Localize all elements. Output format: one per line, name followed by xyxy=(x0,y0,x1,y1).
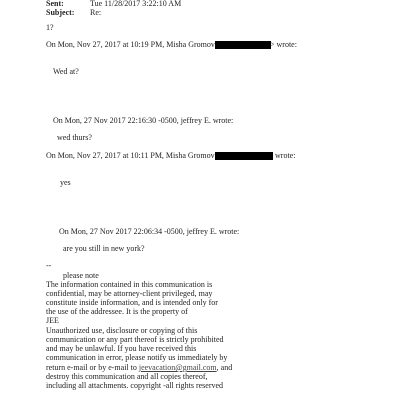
email-link[interactable]: jeevacation@gmail.com xyxy=(138,363,217,372)
signature-dashes: -- xyxy=(46,261,52,270)
disclaimer-line: Unauthorized use, disclosure or copying of this xyxy=(46,326,198,335)
disclaimer-line: The information contained in this communication is xyxy=(46,280,213,289)
disclaimer-line: constitute inside information, and is intended only for xyxy=(46,298,218,307)
subject-label: Subject: xyxy=(46,8,75,17)
quote-body: wed thurs? xyxy=(57,133,92,142)
disclaimer-line: JEE xyxy=(46,316,59,325)
quote-attribution: On Mon, 27 Nov 2017 22:06:34 -0500, jeffrey E. wrote: xyxy=(59,227,240,236)
quote-attribution-suffix: > wrote: xyxy=(270,40,297,49)
quote-body: are you still in new york? xyxy=(63,244,145,253)
disclaimer-line: communication or any part thereof is strictly prohibited xyxy=(46,335,224,344)
sent-value: Tue 11/28/2017 3:22:10 AM xyxy=(90,0,182,8)
quote-attribution: On Mon, 27 Nov 2017 22:16:30 -0500, jeffrey E. wrote: xyxy=(53,116,234,125)
redaction-bar xyxy=(215,152,273,160)
disclaimer-line: destroy this communication and all copies thereof, xyxy=(46,372,208,381)
disclaimer-line: confidential, may be attorney-client privileged, may xyxy=(46,289,213,298)
disclaimer-line: including all attachments. copyright -all rights reserved xyxy=(46,381,224,390)
reply-body: 1? xyxy=(46,23,54,32)
email-line-suffix: , and xyxy=(216,363,233,372)
subject-value: Re: xyxy=(90,8,102,17)
quote-attribution: On Mon, Nov 27, 2017 at 10:19 PM, Misha Gromov xyxy=(46,40,215,49)
quote-attribution-suffix: wrote: xyxy=(275,151,296,160)
quote-attribution: On Mon, Nov 27, 2017 at 10:11 PM, Misha Gromov xyxy=(46,151,215,160)
disclaimer-line: communication in error, please notify us immediately by xyxy=(46,353,228,362)
sent-label: Sent: xyxy=(46,0,64,8)
redaction-bar xyxy=(215,41,271,49)
disclaimer-line: the use of the addressee. It is the property of xyxy=(46,307,188,316)
quote-body: yes xyxy=(60,178,71,187)
quote-body: Wed at? xyxy=(53,67,79,76)
email-line-prefix: return e-mail or by e-mail to xyxy=(46,363,137,372)
disclaimer-line: and may be unlawful. If you have received this xyxy=(46,344,197,353)
note-heading: please note xyxy=(63,271,99,280)
